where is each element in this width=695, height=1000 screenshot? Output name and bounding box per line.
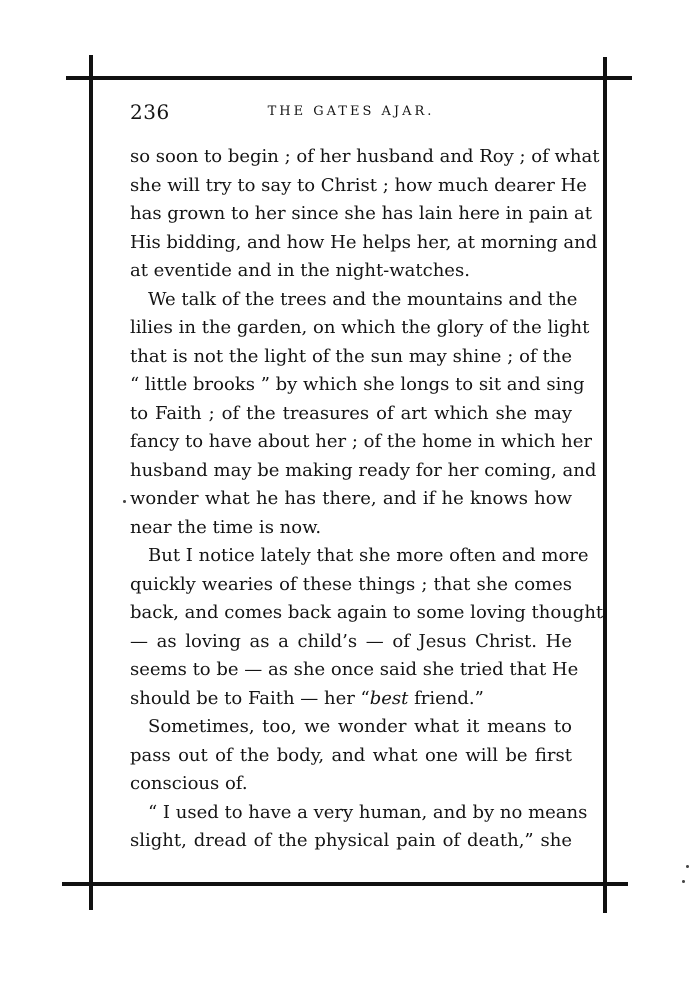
line-text: Sometimes, too, we wonder what it means to — [148, 716, 572, 737]
line-text: But I notice lately that she more often and more — [148, 545, 589, 566]
line-text: so soon to begin ; of her husband and Roy ; of what — [130, 146, 600, 167]
page-header — [130, 100, 572, 128]
line-text: has grown to her since she has lain here in pain at — [130, 203, 593, 224]
text-line — [130, 485, 572, 514]
text-line — [130, 656, 579, 685]
bottom-border-rule — [62, 882, 628, 886]
top-border-rule — [66, 76, 632, 80]
body-text — [130, 143, 604, 856]
text-line — [130, 143, 600, 172]
right-border-rule — [603, 57, 607, 913]
text-line — [130, 685, 572, 714]
line-text: should be to Faith — her “ — [130, 687, 370, 709]
print-speck — [682, 880, 685, 883]
line-text: conscious of. — [130, 773, 248, 794]
text-line — [130, 742, 572, 771]
line-text: that is not the light of the sun may shine ; of the — [130, 345, 572, 367]
text-line — [130, 371, 585, 400]
text-line — [130, 542, 589, 571]
text-line — [130, 827, 572, 856]
line-text: near the time is now. — [130, 516, 322, 538]
text-line — [130, 343, 572, 372]
text-line — [130, 457, 597, 486]
text-line — [130, 799, 588, 828]
line-text: back, and comes back again to some loving thought — [130, 602, 604, 623]
line-text: pass out of the body, and what one will be first — [130, 744, 572, 766]
line-text: quickly wearies of these things ; that she comes — [130, 573, 572, 595]
line-text: husband may be making ready for her coming, and — [130, 459, 597, 481]
line-text: wonder what he has there, and if he knows how — [130, 488, 572, 509]
italic-word: best — [369, 687, 409, 709]
line-text: His bidding, and how He helps her, at morning and — [130, 231, 598, 253]
print-speck — [123, 500, 126, 503]
text-line — [130, 400, 572, 429]
text-line — [130, 514, 572, 543]
line-text: — as loving as a child’s — of Jesus Christ. He — [130, 630, 572, 652]
running-title: THE GATES AJAR. — [267, 104, 435, 119]
text-line — [130, 229, 598, 258]
line-text: lilies in the garden, on which the glory of the light — [130, 317, 590, 338]
left-border-rule — [89, 55, 93, 910]
line-text: “ little brooks ” by which she longs to sit and sing — [130, 374, 585, 395]
line-text: to Faith ; of the treasures of art which she may — [130, 402, 572, 424]
text-line — [130, 599, 604, 628]
print-speck — [686, 865, 689, 868]
text-line — [130, 713, 572, 742]
line-text: she will try to say to Christ ; how much dearer He — [130, 174, 587, 196]
text-line — [130, 257, 572, 286]
line-text: We talk of the trees and the mountains and the — [148, 288, 578, 310]
text-line — [130, 628, 572, 657]
line-text: seems to be — as she once said she tried that He — [130, 659, 579, 680]
page-number: 236 — [130, 100, 170, 124]
line-text: “ I used to have a very human, and by no means — [148, 801, 588, 823]
line-text: slight, dread of the physical pain of death,” she — [130, 830, 572, 851]
text-line — [130, 172, 587, 201]
text-line — [130, 571, 572, 600]
line-text: fancy to have about her ; of the home in which her — [130, 431, 592, 452]
text-line — [130, 314, 590, 343]
line-text: at eventide and in the night-watches. — [130, 260, 470, 281]
text-line — [130, 770, 572, 799]
text-line — [130, 428, 592, 457]
text-line — [130, 286, 578, 315]
text-line — [130, 200, 593, 229]
line-text-tail: friend.” — [408, 687, 484, 709]
